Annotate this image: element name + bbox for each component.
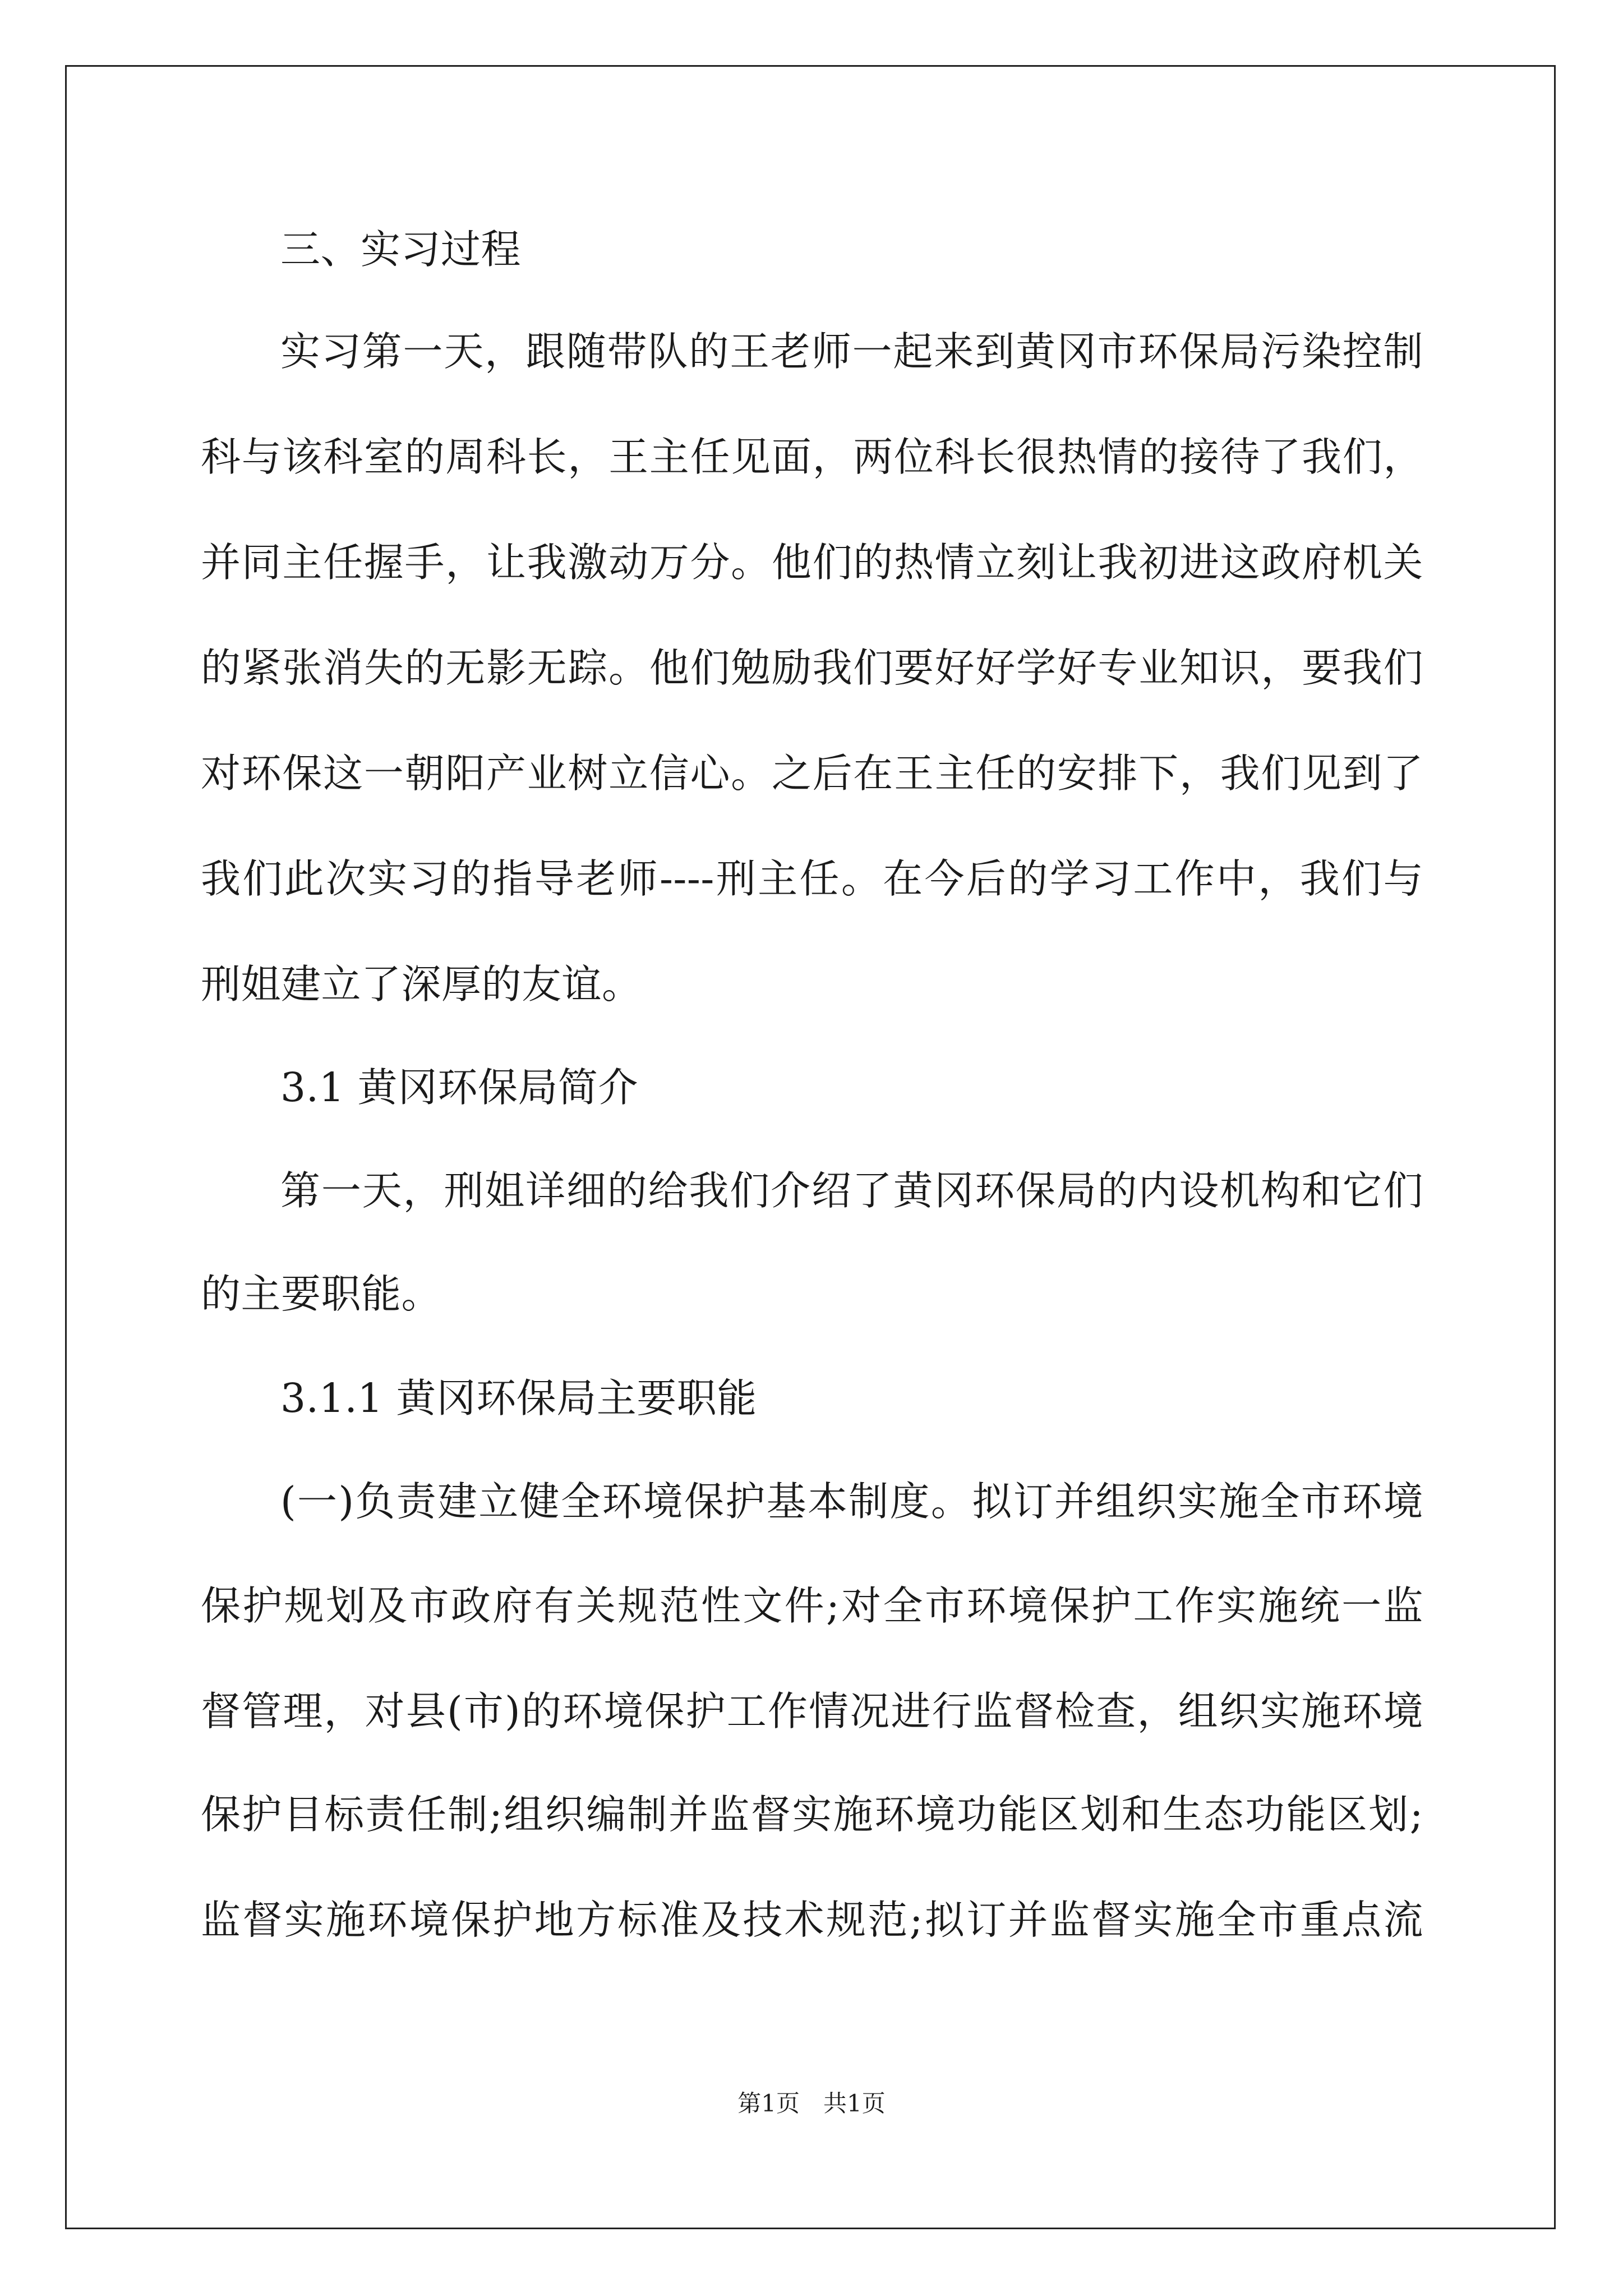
paragraph-line: 监督实施环境保护地方标准及技术规范;拟订并监督实施全市重点流 (201, 1897, 1423, 1943)
paragraph-line: 第一天，刑姐详细的给我们介绍了黄冈环保局的内设机构和它们 (280, 1167, 1423, 1214)
paragraph-line: 刑姐建立了深厚的友谊。 (201, 961, 642, 1007)
section-heading: 三、实习过程 (280, 226, 522, 273)
paragraph-line: 督管理，对县(市)的环境保护工作情况进行监督检查，组织实施环境 (201, 1688, 1423, 1734)
paragraph-line: 我们此次实习的指导老师----刑主任。在今后的学习工作中，我们与 (201, 855, 1423, 902)
paragraph-line: (一)负责建立健全环境保护基本制度。拟订并组织实施全市环境 (280, 1478, 1423, 1525)
paragraph-line: 保护目标责任制;组织编制并监督实施环境功能区划和生态功能区划; (201, 1791, 1423, 1838)
page-footer: 第1页 共1页 (737, 2090, 886, 2117)
paragraph-line: 并同主任握手，让我激动万分。他们的热情立刻让我初进这政府机关 (201, 539, 1423, 586)
paragraph-line: 的紧张消失的无影无踪。他们勉励我们要好好学好专业知识，要我们 (201, 645, 1423, 691)
subsection-heading: 3.1 黄冈环保局简介 (280, 1064, 638, 1111)
paragraph-line: 实习第一天，跟随带队的王老师一起来到黄冈市环保局污染控制 (280, 328, 1423, 375)
paragraph-line: 保护规划及市政府有关规范性文件;对全市环境保护工作实施统一监 (201, 1582, 1423, 1629)
paragraph-line: 科与该科室的周科长，王主任见面，两位科长很热情的接待了我们， (201, 434, 1423, 480)
paragraph-line: 对环保这一朝阳产业树立信心。之后在王主任的安排下，我们见到了 (201, 750, 1423, 797)
subsubsection-heading: 3.1.1 黄冈环保局主要职能 (280, 1375, 757, 1421)
paragraph-line: 的主要职能。 (201, 1271, 442, 1317)
